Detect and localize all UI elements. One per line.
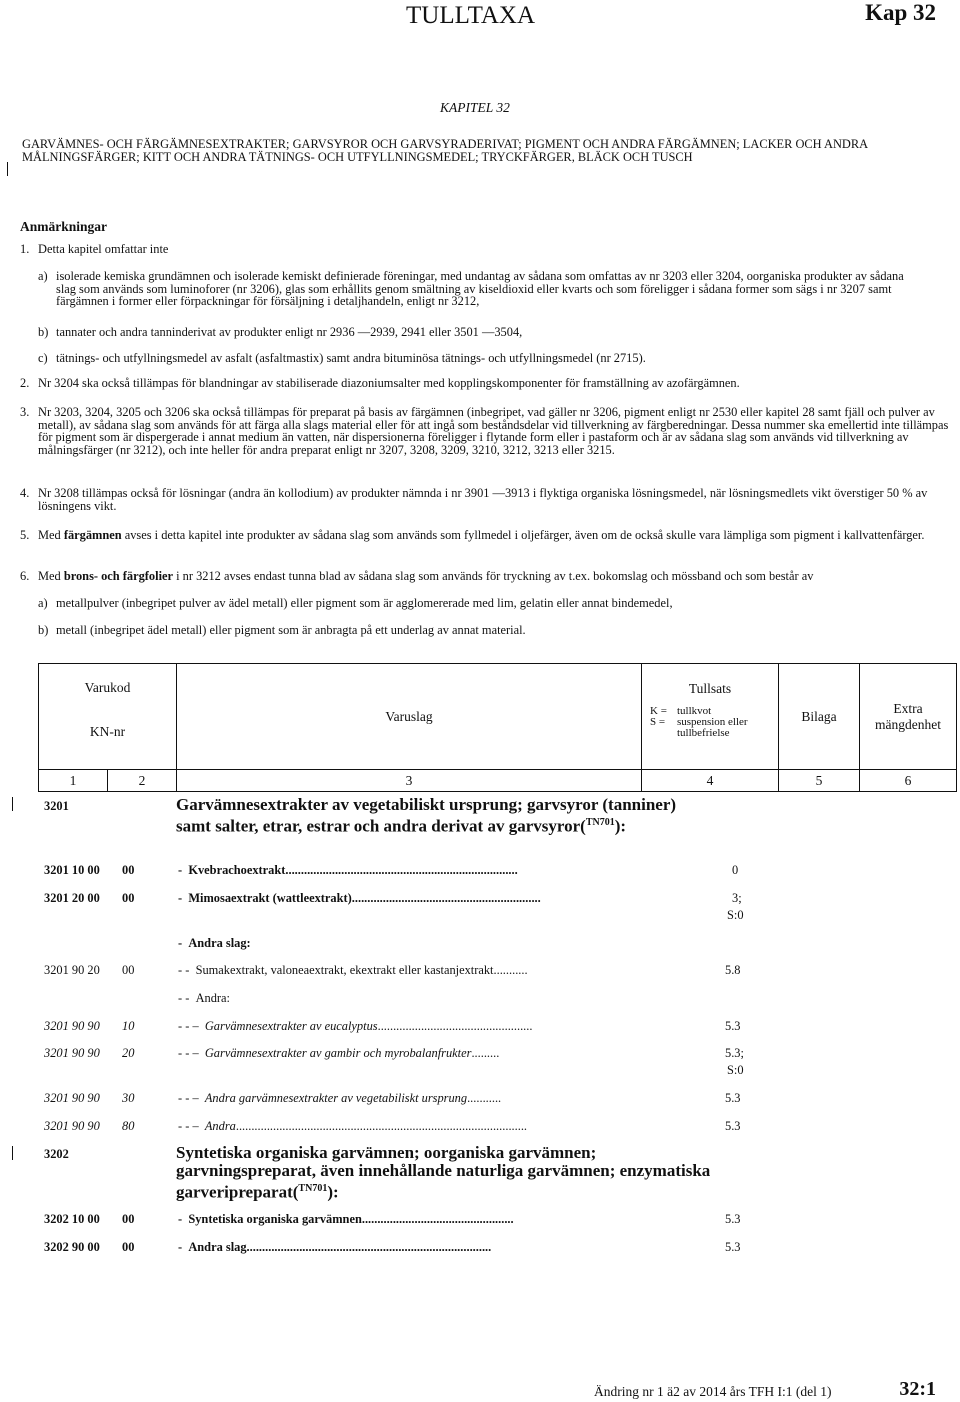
description-text: Syntetiska organiska garvämnen <box>188 1212 362 1226</box>
note-text: metallpulver (inbegripet pulver av ädel metall) eller pigment som är agglomererade med lim, gelatin eller annat bindemedel, <box>56 596 673 610</box>
document-title: TULLTAXA <box>406 2 536 29</box>
change-bar <box>7 162 8 176</box>
col-number-4: 4 <box>642 770 779 792</box>
note-1c <box>38 352 938 366</box>
note-label: b) <box>38 325 49 339</box>
note-6 <box>20 570 950 584</box>
indent-dash: - - <box>178 991 190 1005</box>
description-text: Sumakextrakt, valoneaextrakt, ekextrakt eller kastanjextrakt <box>195 963 494 977</box>
description <box>178 1240 491 1255</box>
note-1 <box>20 243 950 257</box>
duty-rate: 3; <box>732 891 742 905</box>
leader-dots: ........... <box>493 963 528 977</box>
page-number: 32:1 <box>899 1378 936 1400</box>
change-bar <box>12 797 13 811</box>
cn-code: 3201 90 90 <box>44 1019 100 1033</box>
note-6b <box>38 624 938 638</box>
description-text: Andra slag: <box>188 936 251 950</box>
col-number-2: 2 <box>108 770 177 792</box>
leader-dots: ........... <box>467 1091 502 1105</box>
description-text: Andra garvämnesextrakter av vegetabiliskt ursprung <box>204 1091 468 1105</box>
description <box>178 963 528 978</box>
indent-dash: - <box>178 891 183 905</box>
note-text: tätnings- och utfyllningsmedel av asfalt (asfaltmastix) samt andra bituminösa tätnings- och utfyllningsmedel (nr 2715). <box>56 351 646 365</box>
note-text: Detta kapitel omfattar inte <box>38 242 169 256</box>
varukod-label: Varukod <box>84 680 131 695</box>
note-text-pre: Med <box>38 528 64 542</box>
tariff-table-header <box>38 663 957 792</box>
taric-suffix: 30 <box>122 1091 135 1105</box>
chapter-heading: GARVÄMNES- OCH FÄRGÄMNESEXTRAKTER; GARVSYROR OCH GARVSYRADERIVAT; PIGMENT OCH ANDRA FÄRGÄMNEN; LACKER OCH ANDRA MÅLNINGSFÄRGER; KITT OCH ANDRA TÄTNINGS- OCH UTFYLLNINGSMEDEL; TRYCKFÄRGER, BLÄCK OCH TUSCH <box>22 137 868 164</box>
note-text: tannater och andra tanninderivat av produkter enligt nr 2936 —2939, 2941 eller 3501 —3504, <box>56 325 523 339</box>
description <box>178 1046 499 1061</box>
taric-suffix: 00 <box>122 891 135 905</box>
indent-dash: - - – <box>178 1019 199 1033</box>
leader-dots: .................................................. <box>377 1019 533 1033</box>
defined-term: färgämnen <box>63 528 122 542</box>
indent-dash: - - <box>178 963 190 977</box>
note-label: a) <box>38 269 48 283</box>
note-text: Nr 3203, 3204, 3205 och 3206 ska också tillämpas för preparat på basis av färgämnen (inbegripet, vad gäller nr 3206, pigment enligt nr 2530 eller kapitel 28 samt fjäll och pulver av metall), av sådana slag som används för att färga alla slags material eller för att ingå som beståndsdelar vid tillverkning av färgberedningar. Dessa nummer ska emellertid inte tillämpas för pigment som är dispergerade i annat medium än vatten, när dispersionerna föreligger i flytande form eller i pastaform och är av sådana slag som används vid tillverkning av målningsfärger (nr 3212), och inte heller för andra preparat enligt nr 3207, 3208, 3209, 3210, 3212, 3213 eller 3215. <box>38 405 949 457</box>
footnote-ref: TN701 <box>298 1183 328 1194</box>
duty-rate: 0 <box>732 863 739 877</box>
description <box>178 936 251 951</box>
col-number-5: 5 <box>779 770 860 792</box>
description-text: Andra <box>204 1119 236 1133</box>
extra-header: Extra mängdenhet <box>860 664 957 770</box>
note-label: a) <box>38 596 48 610</box>
k-key: K = <box>650 705 667 717</box>
note-3 <box>20 406 950 474</box>
taric-suffix: 20 <box>122 1046 135 1060</box>
indent-dash: - - – <box>178 1046 199 1060</box>
note-text <box>38 570 950 583</box>
description <box>178 991 230 1006</box>
defined-term: brons- och färgfolier <box>63 569 174 583</box>
leader-dots: .............................................................................................. <box>235 1119 528 1133</box>
k-value: tullkvot <box>677 705 712 717</box>
tullsats-label: Tullsats <box>688 681 732 696</box>
description <box>178 1019 532 1034</box>
heading-description <box>176 1144 736 1202</box>
col-number-3: 3 <box>177 770 642 792</box>
duty-rate-suspension: S:0 <box>727 1063 744 1077</box>
duty-rate: 5.3 <box>725 1091 741 1105</box>
heading-text-end: ): <box>614 816 627 836</box>
s-value-2: tullbefrielse <box>677 727 730 739</box>
description <box>178 1119 527 1134</box>
heading-description <box>176 796 696 836</box>
cn-code: 3202 10 00 <box>44 1212 100 1226</box>
description <box>178 1212 514 1227</box>
leader-dots: ......... <box>471 1046 500 1060</box>
footer-amendment: Ändring nr 1 ä2 av 2014 års TFH I:1 (del 1) <box>594 1384 832 1399</box>
description-text: Mimosaextrakt (wattleextrakt) <box>188 891 352 905</box>
note-number: 4. <box>20 486 30 500</box>
cn-code: 3201 10 00 <box>44 863 100 877</box>
taric-suffix: 00 <box>122 863 135 877</box>
tullsats-header <box>642 664 779 770</box>
varuslag-header: Varuslag <box>177 664 642 770</box>
indent-dash: - - – <box>178 1091 199 1105</box>
note-2 <box>20 377 950 391</box>
duty-rate-suspension: S:0 <box>727 908 744 922</box>
heading-text-end: ): <box>327 1182 339 1202</box>
note-number: 6. <box>20 569 30 583</box>
note-text-post: i nr 3212 avses endast tunna blad av sådana slag som används för tryckning av t.ex. bokomslag och mössband och som består av <box>173 569 814 583</box>
note-6a <box>38 597 938 611</box>
note-text: metall (inbegripet ädel metall) eller pigment som är anbragta på ett underlag av annat material. <box>56 623 526 637</box>
note-label: c) <box>38 351 48 365</box>
duty-rate: 5.3 <box>725 1119 741 1133</box>
s-key: S = <box>650 716 666 728</box>
chapter-label: Kap 32 <box>865 0 936 25</box>
duty-rate: 5.3 <box>725 1240 741 1254</box>
indent-dash: - <box>178 1212 183 1226</box>
note-text-post: avses i detta kapitel inte produkter av sådana slag som används som fyllmedel i oljefärger, även om de också skulle vara lämpliga som pigment i kallvattenfärger. <box>121 528 925 542</box>
note-1b <box>38 326 938 340</box>
taric-suffix: 00 <box>122 1240 135 1254</box>
cn-code: 3201 90 20 <box>44 963 100 977</box>
note-text: Nr 3208 tillämpas också för lösningar (andra än kollodium) av produkter nämnda i nr 3901 —3913 i flyktiga organiska lösningsmedel, när lösningsmedlets vikt överstiger 50 % av lösningens vikt. <box>38 486 928 513</box>
varukod-header <box>39 664 177 770</box>
heading-text: Syntetiska organiska garvämnen; oorganiska garvämnen; garvningspreparat, även innehållande naturliga garvämnen; enzymatiska garveripreparat( <box>176 1143 711 1202</box>
cn-code: 3201 90 90 <box>44 1091 100 1105</box>
description <box>178 1091 501 1106</box>
description-text: Andra slag <box>188 1240 247 1254</box>
bilaga-header: Bilaga <box>779 664 860 770</box>
leader-dots: ................................................. <box>361 1212 514 1226</box>
indent-dash: - <box>178 936 183 950</box>
indent-dash: - <box>178 863 183 877</box>
heading-code: 3202 <box>44 1147 69 1161</box>
s-value: suspension eller <box>677 716 748 728</box>
cn-code: 3202 90 00 <box>44 1240 100 1254</box>
duty-rate: 5.3 <box>725 1212 741 1226</box>
note-number: 5. <box>20 528 30 542</box>
note-text-pre: Med <box>38 569 64 583</box>
description-text: Garvämnesextrakter av eucalyptus <box>204 1019 378 1033</box>
note-4 <box>20 487 950 513</box>
note-text: isolerade kemiska grundämnen och isolerade kemiskt definierade föreningar, med undantag av sådana som omfattas av nr 3203 eller 3204, oorganiska produkter av sådana slag som används som luminoforer (nr 3206), glas som erhållits genom smältning av kiseldioxid eller kvarts och som föreligger i sådana former som sägs i nr 3207 samt färgämnen i former eller förpackningar för försäljning i detaljhandeln, enligt nr 3212, <box>56 269 904 309</box>
kapitel-heading: KAPITEL 32 <box>440 100 510 115</box>
description-text: Kvebrachoextrakt <box>188 863 286 877</box>
description-text: Garvämnesextrakter av gambir och myrobalanfrukter <box>204 1046 472 1060</box>
duty-rate: 5.3 <box>725 1019 741 1033</box>
tullsats-legend <box>650 706 748 739</box>
note-label: b) <box>38 623 49 637</box>
taric-suffix: 80 <box>122 1119 135 1133</box>
description <box>178 891 541 906</box>
leader-dots: ............................................................. <box>351 891 541 905</box>
cn-code: 3201 90 90 <box>44 1119 100 1133</box>
heading-code: 3201 <box>44 799 69 813</box>
note-text: Nr 3204 ska också tillämpas för blandningar av stabiliserade diazoniumsalter med kopplingskomponenter för framställning av azofärgämnen. <box>38 376 740 390</box>
taric-suffix: 00 <box>122 1212 135 1226</box>
note-number: 1. <box>20 242 30 256</box>
cn-code: 3201 90 90 <box>44 1046 100 1060</box>
leader-dots: ........................................................................... <box>285 863 518 877</box>
indent-dash: - - – <box>178 1119 199 1133</box>
note-number: 2. <box>20 376 30 390</box>
col-number-1: 1 <box>39 770 108 792</box>
note-5 <box>20 529 950 555</box>
leader-dots: ............................................................................... <box>246 1240 492 1254</box>
duty-rate: 5.3; <box>725 1046 744 1060</box>
taric-suffix: 10 <box>122 1019 135 1033</box>
col-number-6: 6 <box>860 770 957 792</box>
change-bar <box>12 1146 13 1160</box>
taric-suffix: 00 <box>122 963 135 977</box>
description-text: Andra: <box>195 991 230 1005</box>
note-number: 3. <box>20 405 30 419</box>
note-text <box>38 529 950 542</box>
note-1a <box>38 270 938 320</box>
cn-code: 3201 20 00 <box>44 891 100 905</box>
duty-rate: 5.8 <box>725 963 741 977</box>
notes-title: Anmärkningar <box>20 219 108 234</box>
heading-text: Garvämnesextrakter av vegetabiliskt ursprung; garvsyror (tanniner) samt salter, etrar, estrar och andra derivat av garvsyror( <box>176 795 677 836</box>
kn-nr-label: KN-nr <box>89 724 126 739</box>
footnote-ref: TN701 <box>585 817 615 828</box>
indent-dash: - <box>178 1240 183 1254</box>
description <box>178 863 518 878</box>
